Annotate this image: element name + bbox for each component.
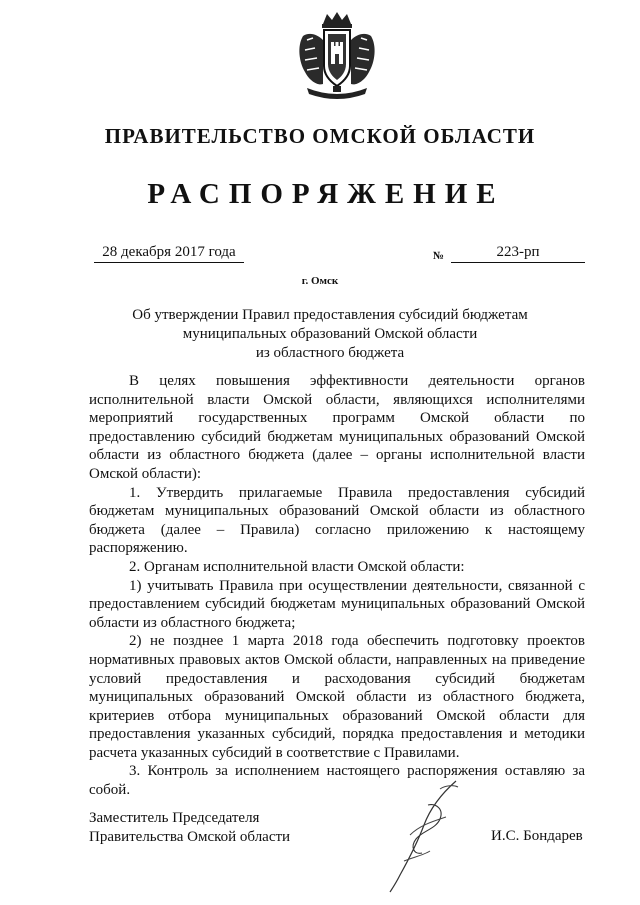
body-paragraph-item-2-1: 1) учитывать Правила при осуществлении деятельности, связанной с предоставлением субсидий бюджетам муниципальных образований Омской области из областного бюджета;	[89, 577, 585, 631]
document-type-title: РАСПОРЯЖЕНИЕ	[147, 178, 505, 210]
number-sign: №	[433, 250, 445, 262]
subject-line: муниципальных образований Омской области	[182, 326, 478, 342]
body-paragraph-item-2: 2. Органам исполнительной власти Омской области:	[129, 558, 465, 575]
org-title: ПРАВИТЕЛЬСТВО ОМСКОЙ ОБЛАСТИ	[104, 124, 536, 148]
document-subject	[120, 306, 540, 363]
document-city: г. Омск	[301, 275, 339, 287]
document-date: 28 декабря 2017 года	[94, 244, 244, 263]
subject-line: Об утверждении Правил предоставления субсидий бюджетам	[132, 307, 528, 323]
signatory-role-line: Заместитель Председателя	[89, 810, 260, 826]
body-paragraph-item-2-2: 2) не позднее 1 марта 2018 года обеспечить подготовку проектов нормативных правовых актов Омской области, направленных на приведение условий предоставления и расходования субсидий бюджетам муниципальных образований Омской области из областного бюджета, критериев отбора муниципальных образований Омской области для предоставления указанных субсидий, порядка предоставления и методики расчета указанных субсидий в соответствие с Правилами.	[89, 633, 585, 761]
body-paragraph-item-3: 3. Контроль за исполнением настоящего распоряжения оставляю за собой.	[89, 763, 585, 799]
handwritten-signature	[370, 775, 480, 895]
subject-line: из областного бюджета	[255, 345, 405, 361]
signatory-role	[89, 809, 290, 847]
body-paragraph-item-1: 1. Утвердить прилагаемые Правила предоставления субсидий бюджетам муниципальных образований Омской области из областного бюджета (далее – Правила) согласно приложению к настоящему распоряжению.	[89, 484, 585, 557]
document-number: 223-рп	[451, 244, 585, 263]
signatory-role-line: Правительства Омской области	[89, 829, 291, 845]
document-body	[89, 372, 585, 800]
body-paragraph-preamble: В целях повышения эффективности деятельности органов исполнительной власти Омской области, являющихся исполнителями мероприятий государственных программ Омской области по предоставлению субсидий бюджетам муниципальных образований Омской области из областного бюджета (далее – органы исполнительной власти Омской области):	[89, 373, 585, 482]
coat-of-arms-icon	[293, 10, 381, 100]
signatory-name: И.С. Бондарев	[491, 828, 583, 844]
